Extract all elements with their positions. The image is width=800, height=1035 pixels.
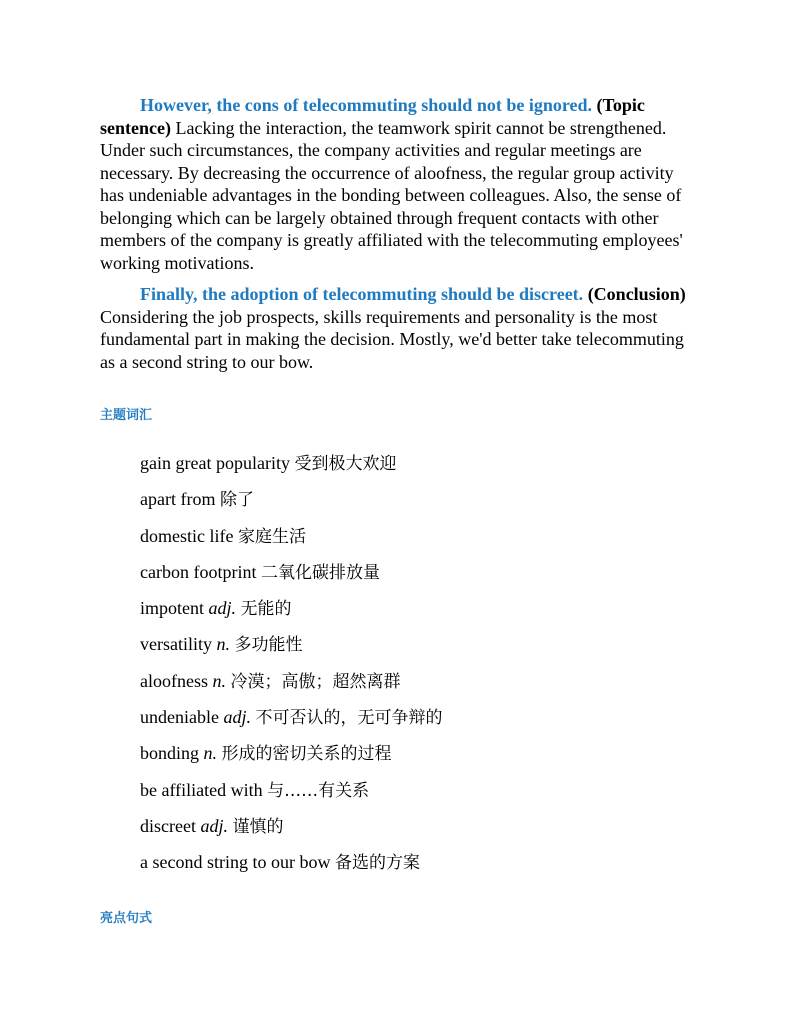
paragraph-tag: (Topic sentence) <box>100 95 645 138</box>
vocabulary-term: be affiliated with <box>140 779 263 800</box>
topic-sentence: Finally, the adoption of telecommuting should be discreet. <box>140 284 584 304</box>
vocabulary-term: aloofness <box>140 670 208 691</box>
vocabulary-term: a second string to our bow <box>140 852 331 873</box>
paragraph-conclusion <box>100 283 700 373</box>
vocabulary-meaning: 形成的密切关系的过程 <box>221 744 392 765</box>
paragraph-tag: (Conclusion) <box>587 284 686 304</box>
vocabulary-term: domestic life <box>140 525 234 546</box>
paragraph-cons <box>100 94 700 274</box>
vocabulary-meaning: 冷漠；高傲；超然离群 <box>230 671 401 692</box>
vocabulary-meaning: 家庭生活 <box>237 526 306 547</box>
vocabulary-meaning: 备选的方案 <box>334 853 420 874</box>
part-of-speech: n. <box>203 743 218 764</box>
vocabulary-item <box>140 740 443 776</box>
vocabulary-meaning: 谨慎的 <box>232 816 284 837</box>
vocabulary-term: carbon footprint <box>140 561 257 582</box>
sentences-heading: 亮点句式 <box>100 911 153 926</box>
vocabulary-term: apart from <box>140 489 216 510</box>
vocabulary-item <box>140 849 443 885</box>
vocabulary-meaning: 二氧化碳排放量 <box>260 562 380 583</box>
vocabulary-term: versatility <box>140 634 212 655</box>
vocabulary-term: gain great popularity <box>140 453 290 473</box>
vocabulary-item <box>140 813 443 849</box>
vocabulary-item <box>140 777 443 813</box>
vocabulary-term: undeniable <box>140 707 219 728</box>
vocabulary-item <box>140 523 443 559</box>
vocabulary-meaning: 不可否认的，无可争辩的 <box>255 708 443 729</box>
vocabulary-item <box>140 668 443 704</box>
vocabulary-meaning: 无能的 <box>240 599 292 620</box>
vocabulary-item <box>140 631 443 667</box>
topic-sentence: However, the cons of telecommuting should not be ignored. <box>140 95 592 115</box>
part-of-speech: n. <box>212 670 226 691</box>
part-of-speech: adj. <box>200 815 228 836</box>
vocabulary-meaning: 除了 <box>219 490 254 511</box>
part-of-speech: adj. <box>208 598 237 619</box>
vocabulary-item <box>140 704 443 740</box>
part-of-speech: adj. <box>223 707 251 728</box>
vocabulary-meaning: 受到极大欢迎 <box>294 454 397 474</box>
vocabulary-item <box>140 486 443 522</box>
vocabulary-heading: 主题词汇 <box>100 408 153 423</box>
part-of-speech: n. <box>216 634 230 655</box>
paragraph-body: Lacking the interaction, the teamwork spirit cannot be strengthened. Under such circumstances, the company activities and regular meetings are necessary. By decreasing the occurrence of aloofness, the regular group activity has undeniable advantages in the bonding between colleagues. Also, the sense of belonging which can be largely obtained through frequent contacts with other members of the company is greatly affiliated with the telecommuting employees' working motivations. <box>100 117 683 273</box>
vocabulary-list <box>140 450 443 886</box>
paragraph-body: Considering the job prospects, skills requirements and personality is the most fundamental part in making the decision. Mostly, we'd better take telecommuting as a second string to our bow. <box>100 306 684 372</box>
vocabulary-item <box>140 450 443 486</box>
vocabulary-item <box>140 595 443 631</box>
vocabulary-item <box>140 559 443 595</box>
vocabulary-term: discreet <box>140 815 196 836</box>
vocabulary-term: impotent <box>140 598 204 619</box>
vocabulary-term: bonding <box>140 743 200 764</box>
vocabulary-meaning: 多功能性 <box>234 635 303 656</box>
vocabulary-meaning: 与……有关系 <box>267 780 370 801</box>
